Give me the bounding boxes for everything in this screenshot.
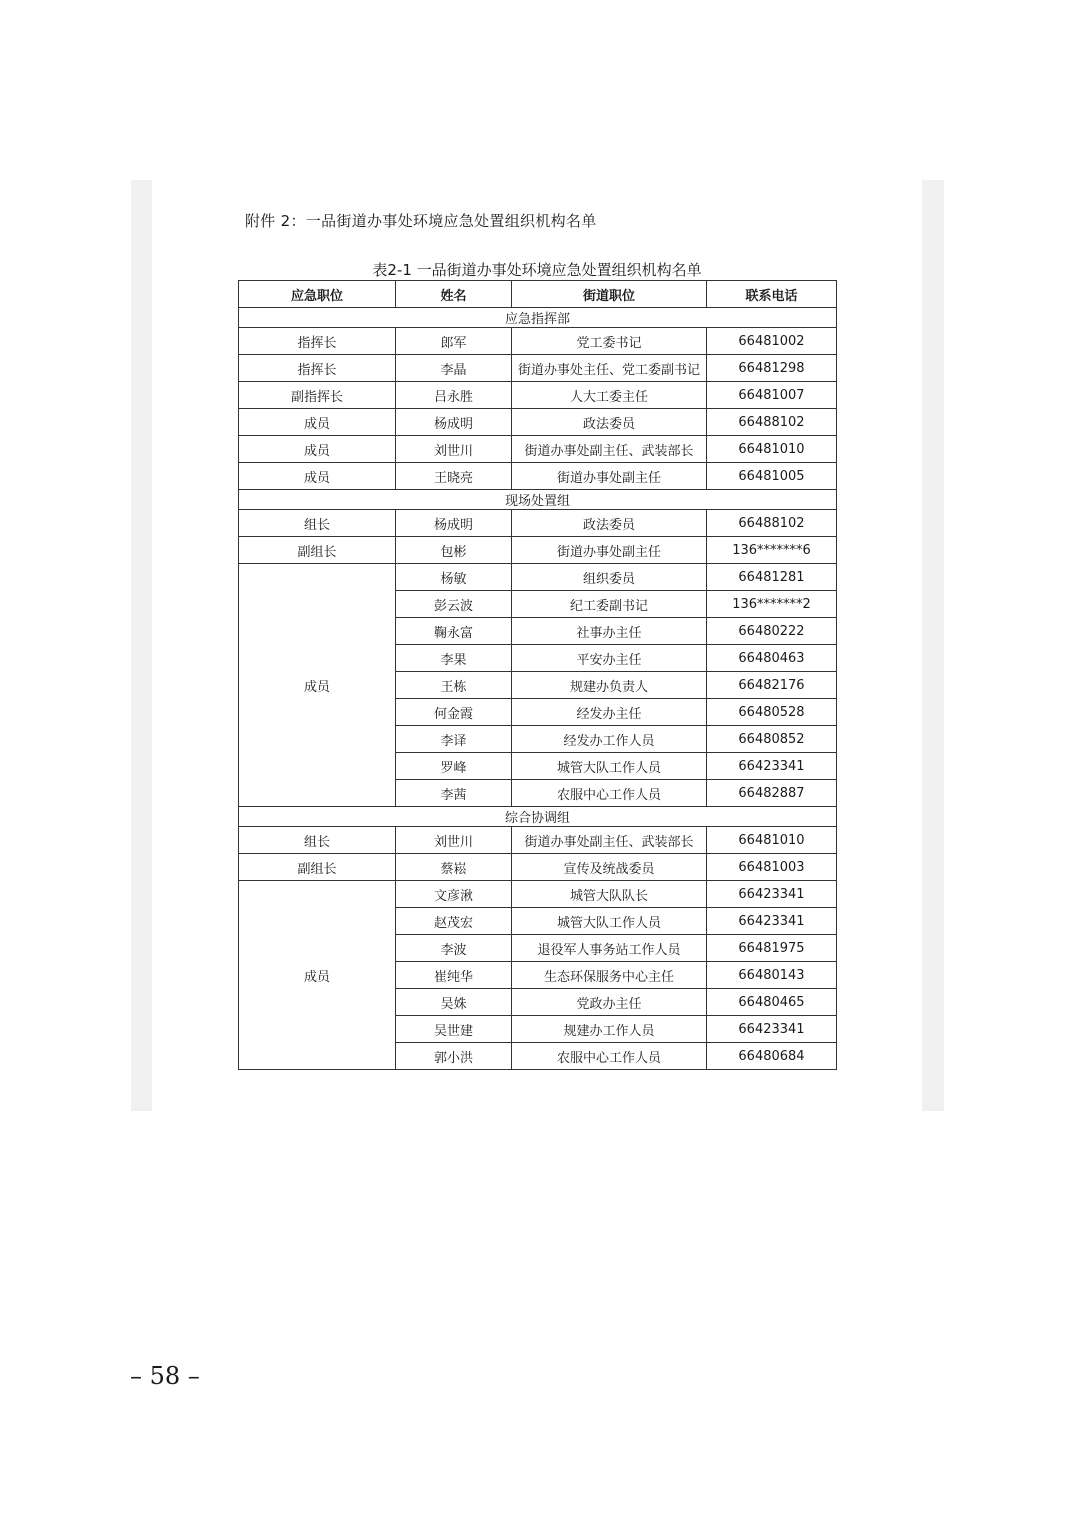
cell-phone: 66481005	[707, 463, 837, 490]
cell-street-title: 组织委员	[512, 564, 707, 591]
cell-name: 鞠永富	[396, 618, 512, 645]
cell-street-title: 街道办事处副主任	[512, 463, 707, 490]
table-row	[239, 881, 837, 908]
cell-name: 刘世川	[396, 827, 512, 854]
cell-street-title: 城管大队队长	[512, 881, 707, 908]
cell-phone: 66488102	[707, 409, 837, 436]
cell-role: 指挥长	[239, 355, 396, 382]
cell-street-title: 政法委员	[512, 409, 707, 436]
cell-phone: 66481007	[707, 382, 837, 409]
cell-phone: 66488102	[707, 510, 837, 537]
group-row	[239, 807, 837, 827]
cell-name: 李波	[396, 935, 512, 962]
cell-street-title: 平安办主任	[512, 645, 707, 672]
cell-role: 指挥长	[239, 328, 396, 355]
cell-role: 副组长	[239, 854, 396, 881]
cell-phone: 66480463	[707, 645, 837, 672]
cell-street-title: 街道办事处副主任	[512, 537, 707, 564]
table-body	[239, 308, 837, 1070]
cell-name: 郭小洪	[396, 1043, 512, 1070]
table-row	[239, 382, 837, 409]
cell-phone: 136*******6	[707, 537, 837, 564]
cell-role: 成员	[239, 463, 396, 490]
cell-role: 成员	[239, 564, 396, 807]
table-row	[239, 409, 837, 436]
cell-street-title: 城管大队工作人员	[512, 908, 707, 935]
cell-street-title: 退役军人事务站工作人员	[512, 935, 707, 962]
cell-phone: 66480465	[707, 989, 837, 1016]
table-row	[239, 463, 837, 490]
cell-phone: 66480528	[707, 699, 837, 726]
cell-street-title: 经发办工作人员	[512, 726, 707, 753]
cell-role: 副指挥长	[239, 382, 396, 409]
cell-phone: 66423341	[707, 908, 837, 935]
group-title: 现场处置组	[239, 490, 837, 510]
page-frame-right	[922, 180, 944, 1111]
cell-street-title: 农服中心工作人员	[512, 780, 707, 807]
cell-street-title: 街道办事处副主任、武装部长	[512, 827, 707, 854]
table-row	[239, 854, 837, 881]
cell-street-title: 纪工委副书记	[512, 591, 707, 618]
cell-phone: 66481010	[707, 827, 837, 854]
table-header-row	[239, 281, 837, 308]
cell-street-title: 人大工委主任	[512, 382, 707, 409]
group-row	[239, 490, 837, 510]
cell-name: 郎军	[396, 328, 512, 355]
header-phone: 联系电话	[707, 281, 837, 308]
cell-role: 副组长	[239, 537, 396, 564]
cell-phone: 66480143	[707, 962, 837, 989]
table-row	[239, 827, 837, 854]
page-number: – 58 –	[130, 1362, 200, 1390]
cell-phone: 66481298	[707, 355, 837, 382]
cell-phone: 66481010	[707, 436, 837, 463]
group-title: 应急指挥部	[239, 308, 837, 328]
cell-street-title: 经发办主任	[512, 699, 707, 726]
cell-street-title: 党工委书记	[512, 328, 707, 355]
cell-name: 王栋	[396, 672, 512, 699]
cell-phone: 66480852	[707, 726, 837, 753]
cell-role: 组长	[239, 510, 396, 537]
cell-role: 组长	[239, 827, 396, 854]
cell-phone: 66480222	[707, 618, 837, 645]
table-row	[239, 510, 837, 537]
cell-name: 吴世建	[396, 1016, 512, 1043]
cell-phone: 66481975	[707, 935, 837, 962]
header-role: 应急职位	[239, 281, 396, 308]
cell-street-title: 党政办主任	[512, 989, 707, 1016]
cell-street-title: 政法委员	[512, 510, 707, 537]
cell-name: 李果	[396, 645, 512, 672]
cell-name: 吕永胜	[396, 382, 512, 409]
cell-street-title: 街道办事处副主任、武装部长	[512, 436, 707, 463]
cell-phone: 66481002	[707, 328, 837, 355]
cell-phone: 66423341	[707, 881, 837, 908]
cell-street-title: 街道办事处主任、党工委副书记	[512, 355, 707, 382]
table-row	[239, 328, 837, 355]
cell-phone: 136*******2	[707, 591, 837, 618]
cell-name: 文彦湫	[396, 881, 512, 908]
cell-street-title: 社事办主任	[512, 618, 707, 645]
cell-name: 杨敏	[396, 564, 512, 591]
table-row	[239, 537, 837, 564]
cell-name: 李译	[396, 726, 512, 753]
cell-name: 吴姝	[396, 989, 512, 1016]
cell-name: 王晓亮	[396, 463, 512, 490]
cell-name: 李晶	[396, 355, 512, 382]
cell-name: 罗峰	[396, 753, 512, 780]
cell-street-title: 农服中心工作人员	[512, 1043, 707, 1070]
cell-name: 崔纯华	[396, 962, 512, 989]
cell-name: 蔡崧	[396, 854, 512, 881]
table-row	[239, 355, 837, 382]
cell-phone: 66481281	[707, 564, 837, 591]
cell-name: 彭云波	[396, 591, 512, 618]
group-title: 综合协调组	[239, 807, 837, 827]
page-frame-left	[131, 180, 152, 1111]
cell-phone: 66423341	[707, 1016, 837, 1043]
cell-name: 包彬	[396, 537, 512, 564]
cell-name: 李茜	[396, 780, 512, 807]
cell-role: 成员	[239, 881, 396, 1070]
header-name: 姓名	[396, 281, 512, 308]
cell-name: 杨成明	[396, 409, 512, 436]
cell-phone: 66482176	[707, 672, 837, 699]
organization-roster-table	[238, 280, 837, 1070]
cell-street-title: 生态环保服务中心主任	[512, 962, 707, 989]
cell-phone: 66480684	[707, 1043, 837, 1070]
cell-name: 杨成明	[396, 510, 512, 537]
table-row	[239, 564, 837, 591]
header-street-title: 街道职位	[512, 281, 707, 308]
cell-name: 刘世川	[396, 436, 512, 463]
cell-street-title: 宣传及统战委员	[512, 854, 707, 881]
cell-street-title: 规建办工作人员	[512, 1016, 707, 1043]
cell-street-title: 规建办负责人	[512, 672, 707, 699]
cell-phone: 66481003	[707, 854, 837, 881]
attachment-title: 附件 2：一品街道办事处环境应急处置组织机构名单	[245, 212, 597, 230]
table-row	[239, 436, 837, 463]
cell-role: 成员	[239, 436, 396, 463]
table-caption: 表2-1 一品街道办事处环境应急处置组织机构名单	[372, 261, 702, 279]
cell-street-title: 城管大队工作人员	[512, 753, 707, 780]
group-row	[239, 308, 837, 328]
cell-name: 何金霞	[396, 699, 512, 726]
cell-phone: 66482887	[707, 780, 837, 807]
cell-role: 成员	[239, 409, 396, 436]
cell-phone: 66423341	[707, 753, 837, 780]
cell-name: 赵茂宏	[396, 908, 512, 935]
